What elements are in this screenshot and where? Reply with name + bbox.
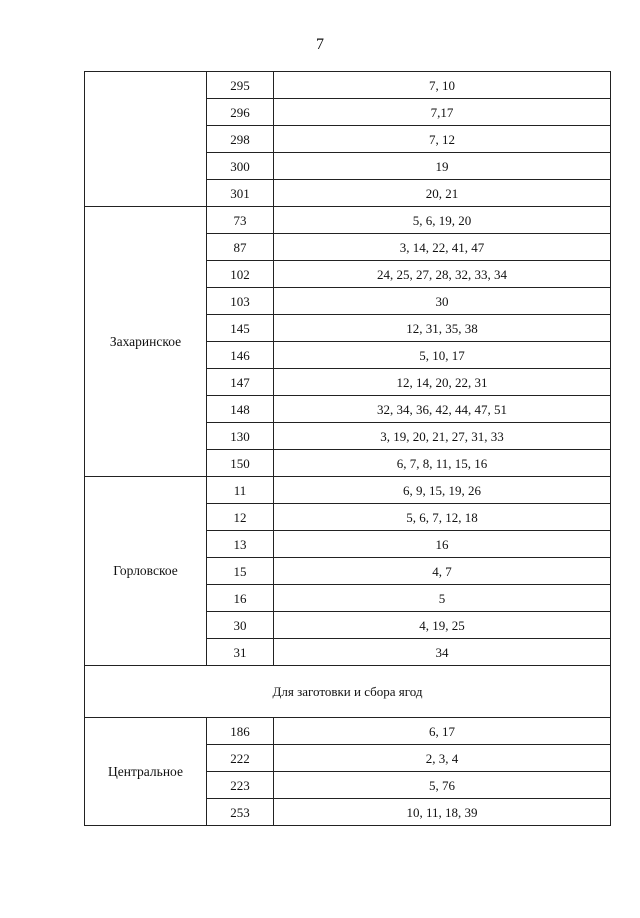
plot-numbers: 4, 19, 25 [274, 612, 611, 639]
plot-numbers: 5, 76 [274, 772, 611, 799]
plot-numbers: 5, 6, 7, 12, 18 [274, 504, 611, 531]
plot-numbers: 2, 3, 4 [274, 745, 611, 772]
plot-numbers: 6, 9, 15, 19, 26 [274, 477, 611, 504]
quarter-number: 11 [207, 477, 274, 504]
plot-numbers: 24, 25, 27, 28, 32, 33, 34 [274, 261, 611, 288]
quarter-number: 102 [207, 261, 274, 288]
quarter-number: 147 [207, 369, 274, 396]
plot-numbers: 3, 19, 20, 21, 27, 31, 33 [274, 423, 611, 450]
quarter-number: 296 [207, 99, 274, 126]
plot-numbers: 34 [274, 639, 611, 666]
section-title: Для заготовки и сбора ягод [85, 666, 611, 718]
plot-numbers: 12, 14, 20, 22, 31 [274, 369, 611, 396]
plot-numbers: 3, 14, 22, 41, 47 [274, 234, 611, 261]
plot-numbers: 7,17 [274, 99, 611, 126]
quarter-number: 148 [207, 396, 274, 423]
plot-numbers: 7, 12 [274, 126, 611, 153]
quarter-number: 295 [207, 72, 274, 99]
quarter-number: 300 [207, 153, 274, 180]
section-header-body [85, 666, 611, 718]
forestry-name [85, 72, 207, 207]
quarter-number: 186 [207, 718, 274, 745]
quarter-number: 145 [207, 315, 274, 342]
plot-numbers: 4, 7 [274, 558, 611, 585]
quarter-number: 31 [207, 639, 274, 666]
page-number: 7 [316, 36, 324, 53]
quarter-number: 87 [207, 234, 274, 261]
table-body-berries [85, 718, 611, 826]
plot-numbers: 6, 7, 8, 11, 15, 16 [274, 450, 611, 477]
plot-numbers: 19 [274, 153, 611, 180]
forestry-name: Горловское [85, 477, 207, 666]
table-row [85, 477, 611, 504]
quarter-number: 222 [207, 745, 274, 772]
table-row [85, 718, 611, 745]
plot-numbers: 16 [274, 531, 611, 558]
plot-numbers: 7, 10 [274, 72, 611, 99]
quarter-number: 30 [207, 612, 274, 639]
quarter-number: 15 [207, 558, 274, 585]
forestry-name: Захаринское [85, 207, 207, 477]
plot-numbers: 10, 11, 18, 39 [274, 799, 611, 826]
forestry-name: Центральное [85, 718, 207, 826]
plot-numbers: 32, 34, 36, 42, 44, 47, 51 [274, 396, 611, 423]
quarter-number: 73 [207, 207, 274, 234]
section-row [85, 666, 611, 718]
quarter-number: 150 [207, 450, 274, 477]
table-body-harvesting [85, 72, 611, 666]
quarter-number: 103 [207, 288, 274, 315]
plot-numbers: 5, 6, 19, 20 [274, 207, 611, 234]
quarter-number: 253 [207, 799, 274, 826]
quarter-number: 16 [207, 585, 274, 612]
plot-numbers: 30 [274, 288, 611, 315]
plot-numbers: 5, 10, 17 [274, 342, 611, 369]
table-row [85, 207, 611, 234]
plot-numbers: 20, 21 [274, 180, 611, 207]
plot-numbers: 5 [274, 585, 611, 612]
quarter-number: 146 [207, 342, 274, 369]
quarter-number: 223 [207, 772, 274, 799]
plot-numbers: 12, 31, 35, 38 [274, 315, 611, 342]
quarter-number: 12 [207, 504, 274, 531]
table-row [85, 72, 611, 99]
plot-numbers: 6, 17 [274, 718, 611, 745]
forest-plots-table [84, 71, 611, 826]
quarter-number: 298 [207, 126, 274, 153]
quarter-number: 130 [207, 423, 274, 450]
quarter-number: 13 [207, 531, 274, 558]
quarter-number: 301 [207, 180, 274, 207]
